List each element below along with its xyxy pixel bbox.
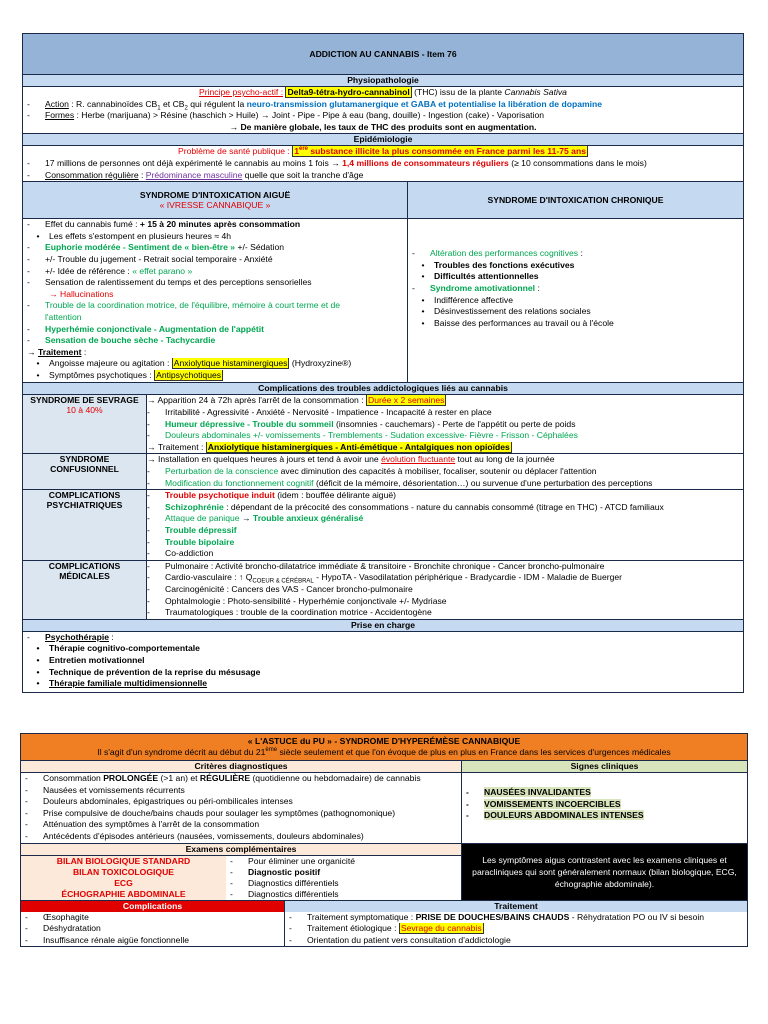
aigue-l14a: Symptômes psychotiques : — [49, 369, 155, 380]
epidemio-text-1a: 17 millions de personnes ont déjà expérimenté le cannabis au moins 1 fois → — [45, 157, 343, 168]
aigue-l4: +/- Trouble du jugement - Retrait social temporaire - Anxiété — [45, 253, 273, 264]
astuce-title: « L'ASTUCE du PU » - SYNDROME D'HYPERÉMÈSE CANNABIQUE — [247, 736, 521, 746]
exam-desc: Pour éliminer une organicité — [248, 855, 356, 866]
page-title: ADDICTION AU CANNABIS - Item 76 — [23, 34, 743, 75]
regular-users: 1,4 millions de consommateurs réguliers — [342, 157, 509, 168]
psy-label-1: COMPLICATIONS — [48, 490, 121, 501]
complications-heading: Complications des troubles addictologiques liés au cannabis — [23, 382, 743, 395]
compl-heading: Complications — [21, 901, 284, 912]
crit-l1b: PROLONGÉE — [103, 773, 159, 783]
epidemio-text-1b: (≥ 10 consommations dans le mois) — [508, 157, 647, 168]
exam-desc-cell: - Diagnostics différentiels — [230, 877, 339, 888]
sev-line-3: - Humeur dépressive - Trouble du sommeil (insomnies - cauchemars) - Perte de l'appétit ou perte de poids — [147, 418, 576, 429]
compl-body — [21, 912, 284, 947]
compl-label: Insuffisance rénale aigüe fonctionnelle — [43, 934, 190, 945]
crit-l4: Prise compulsive de douche/bains chauds pour soulager les symptômes (pathognomonique) — [43, 807, 396, 818]
astuce-sheet — [20, 733, 748, 947]
psy-l3b: → — [239, 513, 253, 524]
action-mechanism: neuro-transmission glutamanergique et GABA et potentialise la libération de dopamine — [246, 98, 603, 109]
astuce-header — [21, 734, 747, 761]
psycho-line: - Psychothérapie : — [27, 631, 114, 642]
aigue-line-5: - +/- Idée de référence : « effet parano » — [27, 265, 193, 276]
aigue-line-14: • Symptômes psychotiques : Antipsychotiques — [36, 369, 222, 380]
psy-l2b: : dépendant de la précocité des consommations - nature du cannabis consommé (titrage en THC) - ATCD familiaux — [223, 501, 664, 512]
sev-line-4: - Douleurs abdominales +/- vomissements - Tremblements - Sudation excessive- Fièvre - Frisson - Céphalées — [147, 430, 578, 441]
crit-line-1: - Consommation PROLONGÉE (>1 an) et RÉGULIÈRE (quotidienne ou hebdomadaire) de cannabis — [25, 773, 421, 783]
epidemio-section — [23, 146, 743, 181]
formes-text: : Herbe (marijuana) > Résine (haschich > Huile) → Joint - Pipe - Pipe à eau (bang, douille) - Ingestion (cake) - Vaporisation — [74, 110, 544, 121]
aigue-l2: Les effets s'estompent en plusieurs heures ≈ 4h — [49, 230, 232, 241]
exam-desc: Diagnostics différentiels — [248, 888, 339, 899]
exam-row — [21, 889, 461, 900]
sev-line-2: - Irritabilité - Agressivité - Anxiété - Nervosité - Impatience - Incapacité à rester en place — [147, 407, 492, 418]
epidemio-text-2b: quelle que soit la tranche d'âge — [242, 169, 364, 180]
signe-label: DOULEURS ABDOMINALES INTENSES — [484, 810, 644, 821]
aigue-l9: l'attention — [45, 311, 82, 322]
crit-line-5: - Atténuation des symptômes à l'arrêt de la consommation — [25, 819, 260, 830]
crit-l2: Nausées et vomissements récurrents — [43, 784, 185, 795]
chron-l7: Baisse des performances au travail ou à l'école — [434, 317, 614, 328]
trait-heading: Traitement — [285, 901, 747, 912]
aigue-l13-hl: Anxiolytique histaminergiques — [173, 358, 288, 369]
action-sub-1: 1 — [157, 105, 161, 111]
criteres-column — [21, 761, 462, 843]
prise-item-label: Thérapie familiale multidimensionnelle — [49, 678, 208, 689]
chron-l1: Altération des performances cognitives — [430, 248, 579, 259]
aigue-l1b: + 15 à 20 minutes après consommation — [139, 219, 301, 230]
exams-row — [21, 843, 747, 900]
prise-item-label: Thérapie cognitivo-comportementale — [49, 643, 200, 654]
compl-label: Œsophagite — [43, 911, 89, 922]
aigue-l11: Sensation de bouche sèche - Tachycardie — [45, 335, 216, 346]
chron-l2: Troubles des fonctions exécutives — [434, 259, 575, 270]
formes-label: Formes — [45, 110, 75, 121]
psy-label-2: PSYCHIATRIQUES — [46, 500, 123, 511]
sev-line-1 — [147, 395, 743, 407]
chron-line-5: • Indifférence affective — [421, 294, 513, 305]
chronique-heading — [408, 182, 743, 219]
complications-table — [23, 395, 743, 618]
psy-line-1: - Trouble psychotique induit (idem : bouffée délirante aiguë) — [147, 490, 396, 501]
exam-name: ÉCHOGRAPHIE ABDOMINALE — [21, 889, 226, 900]
psycho-colon: : — [109, 631, 114, 642]
crit-l1a: Consommation — [43, 773, 104, 783]
aigue-l5a: +/- Idée de référence : — [45, 265, 133, 276]
aigue-line-13: • Angoisse majeure ou agitation : Anxiolytique histaminergiques (Hydroxyzine®) — [36, 358, 352, 369]
aigue-l1a: Effet du cannabis fumé : — [45, 219, 140, 230]
chron-l4b: : — [535, 282, 540, 293]
conf-l1b: tout au long de la journée — [455, 454, 555, 465]
signe-label: VOMISSEMENTS INCOERCIBLES — [484, 798, 621, 809]
exam-desc-cell: - Diagnostic positif — [230, 866, 321, 877]
aigue-l13a: Angoisse majeure ou agitation : — [49, 358, 172, 369]
chron-l4: Syndrome amotivationnel — [430, 282, 536, 293]
psy-line-5: - Trouble bipolaire — [147, 536, 235, 547]
sevrage-row — [23, 395, 743, 453]
sevrage-content — [147, 395, 744, 453]
sev-line-5 — [147, 442, 743, 454]
chron-line-7: • Baisse des performances au travail ou à l'école — [421, 317, 614, 328]
epidemio-line-1: - 17 millions de personnes ont déjà expérimenté le cannabis au moins 1 fois → 1,4 millions de consommateurs réguliers (≥ 10 consommations dans le mois) — [27, 157, 647, 168]
chronique-body — [408, 219, 743, 329]
psy-l1-red: Trouble psychotique induit — [165, 490, 275, 501]
chronique-title: SYNDROME D'INTOXICATION CHRONIQUE — [487, 195, 664, 206]
psy-label-cell — [23, 490, 147, 561]
prise-section — [23, 632, 743, 692]
aigue-line-3: - Euphorie modérée - Sentiment de « bien-être » +/- Sédation — [27, 242, 285, 253]
aigue-line-10: - Hyperhémie conjonctivale - Augmentation de l'appétit — [27, 323, 264, 334]
probleme-line — [27, 146, 739, 158]
crit-line-6: - Antécédents d'épisodes antérieurs (nausées, vomissements, douleurs abdominales) — [25, 830, 364, 841]
sev-l4: Douleurs abdominales +/- vomissements - Tremblements - Sudation excessive- Fièvre - Frisson - Céphalées — [165, 430, 578, 441]
compl-item: - Insuffisance rénale aigüe fonctionnelle — [25, 934, 190, 945]
conf-label-2: CONFUSIONNEL — [50, 464, 119, 475]
prise-item: • Thérapie familiale multidimensionnelle — [36, 678, 208, 689]
aigue-line-9 — [27, 312, 403, 324]
epidemio-heading: Epidémiologie — [23, 133, 743, 146]
exams-column — [21, 844, 462, 900]
psy-line-6: - Co-addiction — [147, 548, 214, 559]
crit-l1e: (quotidienne ou hebdomadaire) de cannabis — [250, 773, 421, 783]
conf-line-3: - Modification du fonctionnement cognitif (déficit de la mémoire, désorientation…) ou survenue d'une perturbation des perceptions — [147, 477, 653, 488]
compl-trait-row — [21, 900, 747, 947]
med-content — [147, 560, 744, 618]
prise-item-label: Technique de prévention de la reprise du mésusage — [49, 666, 261, 677]
aigue-line-12: → Traitement : — [27, 346, 87, 357]
aigue-l3-green: Euphorie modérée - Sentiment de « bien-être » — [45, 242, 236, 253]
chron-line-6: • Désinvestissement des relations sociales — [421, 306, 591, 317]
trait-sevrage: Sevrage du cannabis — [400, 923, 482, 934]
signes-column — [462, 761, 747, 843]
signe-item: - VOMISSEMENTS INCOERCIBLES — [466, 798, 621, 809]
formes-line: - Formes : Herbe (marijuana) > Résine (haschich > Huile) → Joint - Pipe - Pipe à eau (bang, douille) - Ingestion (cake) - Vaporisation — [27, 110, 544, 121]
crit-l6: Antécédents d'épisodes antérieurs (nausées, vomissements, douleurs abdominales) — [43, 830, 364, 841]
action-text-1: : R. cannabinoïdes CB — [68, 98, 158, 109]
prise-item: • Thérapie cognitivo-comportementale — [36, 643, 200, 654]
psy-line-4: - Trouble dépressif — [147, 525, 237, 535]
sev-l3-green: Humeur dépressive - Trouble du sommeil — [165, 418, 334, 429]
compl-column — [21, 901, 285, 947]
med-line-1: - Pulmonaire : Activité broncho-dilatatrice immédiate & transitoire - Bronchite chronique - Cancer broncho-pulmonaire — [147, 560, 605, 571]
epidemio-line-2: - Consommation régulière : Prédominance masculine quelle que soit la tranche d'âge — [27, 169, 364, 180]
epidemio-text-2a: : — [138, 169, 146, 180]
physio-heading: Physiopathologie — [23, 75, 743, 87]
trait-line-2: - Traitement étiologique : Sevrage du cannabis — [289, 923, 482, 934]
conf-label-1: SYNDROME — [59, 454, 110, 465]
sev-l1a: → Apparition 24 à 72h après l'arrêt de la consommation : — [147, 395, 366, 406]
medicales-row — [23, 560, 743, 618]
prise-item: • Technique de prévention de la reprise du mésusage — [36, 666, 261, 677]
principe-value: Delta9-tétra-hydro-cannabinol — [287, 87, 410, 97]
conf-l1a: → Installation en quelques heures à jours et tend à avoir une — [147, 454, 382, 465]
aigue-l8: Trouble de la coordination motrice, de l'équilibre, mémoire à court terme et de — [45, 300, 341, 311]
chron-line-3: • Difficultés attentionnelles — [421, 271, 539, 282]
confusionnel-row — [23, 454, 743, 490]
sev-l5a: → Traitement : — [147, 441, 206, 452]
aigue-line-1: - Effet du cannabis fumé : + 15 à 20 minutes après consommation — [27, 219, 301, 230]
astuce-sub-b: siècle seulement et que l'on évoque de plus en plus en France dans les services d'urgences médicales — [277, 747, 671, 757]
med-line-5: - Traumatologiques : trouble de la coordination motrice - Accidentogène — [147, 607, 432, 618]
psy-l3-green2: Trouble anxieux généralisé — [252, 513, 364, 524]
chron-line-2: • Troubles des fonctions exécutives — [421, 259, 575, 270]
aigue-hallucinations: → Hallucinations — [49, 288, 114, 299]
chron-l6: Désinvestissement des relations sociales — [434, 306, 591, 317]
crit-line-3: - Douleurs abdominales, épigastriques ou péri-ombilicales intenses — [25, 796, 293, 807]
med-l1: Pulmonaire : Activité broncho-dilatatrice immédiate & transitoire - Bronchite chronique - Cancer broncho-pulmonaire — [165, 560, 605, 571]
psychiatriques-row — [23, 490, 743, 561]
probleme-value — [292, 146, 588, 157]
med-label-1: COMPLICATIONS — [48, 560, 121, 571]
signes-heading: Signes cliniques — [462, 761, 747, 773]
action-label: Action — [45, 98, 69, 109]
conf-fluctuante: évolution fluctuante — [381, 454, 456, 465]
exam-desc: Diagnostic positif — [248, 866, 321, 877]
aigue-line-2: • Les effets s'estompent en plusieurs heures ≈ 4h — [36, 230, 232, 241]
med-l5: Traumatologiques : trouble de la coordination motrice - Accidentogène — [165, 607, 432, 618]
exam-desc: Diagnostics différentiels — [248, 877, 339, 888]
prise-item: • Entretien motivationnel — [36, 654, 145, 665]
trait-line-3: - Orientation du patient vers consultation d'addictologie — [289, 934, 511, 945]
principe-rest: (THC) issu de la plante — [411, 87, 505, 97]
med-label-cell — [23, 560, 147, 618]
med-l2a: Cardio-vasculaire : ↑ Q — [165, 572, 253, 583]
sev-duree: Durée x 2 semaines — [368, 395, 445, 406]
signe-label: NAUSÉES INVALIDANTES — [484, 787, 591, 797]
intoxication-columns — [23, 181, 743, 382]
probleme-value-1: 1 — [294, 146, 299, 157]
consommation-label: Consommation régulière — [45, 169, 139, 180]
psy-l3-green: Attaque de panique — [165, 513, 240, 524]
psy-l2-green: Schizophrénie — [165, 501, 224, 512]
chron-l3: Difficultés attentionnelles — [434, 271, 539, 282]
exam-name: BILAN BIOLOGIQUE STANDARD — [21, 856, 226, 867]
astuce-sub-a: Il s'agit d'un syndrome décrit au début du 21 — [97, 747, 266, 757]
chron-line-1: - Altération des performances cognitives : — [412, 248, 583, 259]
aigue-traitement: Traitement — [37, 346, 82, 357]
med-line-4: - Ophtalmologie : Photo-sensibilité - Hyperhémie conjonctivale +/- Mydriase — [147, 595, 447, 606]
principe-line — [27, 87, 739, 99]
aigue-heading — [23, 182, 407, 219]
exam-desc-cell: - Pour éliminer une organicité — [230, 855, 356, 866]
aigue-l13b: (Hydroxyzine®) — [289, 358, 352, 369]
exam-desc-cell: - Diagnostics différentiels — [230, 888, 339, 899]
probleme-sup: ère — [298, 146, 308, 153]
crit-l1c: (>1 an) et — [158, 773, 200, 783]
med-l3: Carcinogénicité : Cancers des VAS - Cancer broncho-pulmonaire — [165, 583, 413, 594]
black-note: Les symptômes aigus contrastent avec les examens cliniques et paracliniques qui sont généralement normaux (bilan biologique, ECG, échographie abdominale). — [462, 844, 747, 900]
psy-l6: Co-addiction — [165, 548, 214, 559]
criteres-signes-row — [21, 761, 747, 843]
psy-line-3: - Attaque de panique → Trouble anxieux généralisé — [147, 513, 364, 524]
aigue-body — [23, 219, 407, 382]
conf-l3b: (déficit de la mémoire, désorientation…) ou survenue d'une perturbation des perceptions — [313, 477, 653, 488]
conf-label-cell — [23, 454, 147, 490]
med-l4: Ophtalmologie : Photo-sensibilité - Hyperhémie conjonctivale +/- Mydriase — [165, 595, 447, 606]
exam-row — [21, 856, 461, 867]
aigue-l6: Sensation de ralentissement du temps et des perceptions sensorielles — [45, 277, 312, 288]
astuce-subtitle — [21, 747, 747, 758]
aigue-line-11: - Sensation de bouche sèche - Tachycardie — [27, 335, 216, 346]
action-text-3: qui régulent la — [187, 98, 247, 109]
compl-label: Déshydratation — [43, 923, 101, 934]
action-text-2: et CB — [160, 98, 185, 109]
exam-row — [21, 867, 461, 878]
chron-l1b: : — [578, 248, 583, 259]
cannabis-sheet — [22, 33, 744, 693]
psy-line-2: - Schizophrénie : dépendant de la précocité des consommations - nature du cannabis consommé (titrage en THC) - ATCD familiaux — [147, 501, 664, 512]
aigue-line-7 — [27, 289, 403, 301]
action-line: - Action : R. cannabinoïdes $CB_1$ et $CB_2$ qui régulent la neuro-transmission glutamanergique et GABA et potentialise la libération de dopamine — [27, 98, 603, 111]
med-l2b: - HypoTA - Vasodilatation périphérique - Bradycardie - IDM - Maladie de Buerger — [313, 572, 623, 583]
exams-heading: Examens complémentaires — [21, 844, 461, 856]
aigue-l3b: +/- Sédation — [235, 242, 285, 253]
psy-l1b: (idem : bouffée délirante aiguë) — [274, 490, 396, 501]
sevrage-label: SYNDROME DE SEVRAGE — [30, 395, 139, 406]
trait-column — [285, 901, 747, 947]
compl-item: - Déshydratation — [25, 923, 101, 934]
signe-item: - DOULEURS ABDOMINALES INTENSES — [466, 810, 644, 821]
sev-l2: Irritabilité - Agressivité - Anxiété - Nervosité - Impatience - Incapacité à rester en place — [165, 407, 492, 418]
chron-l5: Indifférence affective — [434, 294, 513, 305]
signes-body — [462, 773, 747, 822]
sevrage-pct: 10 à 40% — [66, 405, 103, 416]
trait-body — [285, 912, 747, 947]
trait-l1a: Traitement symptomatique : — [307, 911, 416, 922]
conf-l3-green: Modification du fonctionnement cognitif — [165, 477, 314, 488]
exam-name: ECG — [21, 878, 226, 889]
trait-l2a: Traitement étiologique : — [307, 923, 399, 934]
conf-line-1 — [147, 454, 743, 466]
predominance: Prédominance masculine — [145, 169, 243, 180]
sevrage-label-cell — [23, 395, 147, 453]
criteres-body — [21, 773, 461, 843]
psycho-label: Psychothérapie — [45, 631, 109, 642]
med-label-2: MÉDICALES — [59, 570, 110, 581]
astuce-sub-sup: ème — [265, 747, 278, 754]
prise-heading: Prise en charge — [23, 619, 743, 632]
trait-l1c: - Réhydratation PO ou IV si besoin — [569, 911, 705, 922]
psy-l5: Trouble bipolaire — [165, 536, 235, 547]
action-sub-2: 2 — [184, 105, 188, 111]
conf-content — [147, 454, 744, 490]
aigue-column — [23, 182, 408, 382]
conf-l2b: avec diminution des capacités à mobiliser, focaliser, soutenir ou déplacer l'attention — [278, 466, 597, 477]
aigue-line-8: - Trouble de la coordination motrice, de l'équilibre, mémoire à court terme et de — [27, 300, 341, 311]
aigue-title: SYNDROME D'INTOXICATION AIGUË — [139, 190, 291, 201]
conf-line-2: - Perturbation de la conscience avec diminution des capacités à mobiliser, focaliser, soutenir ou déplacer l'attention — [147, 466, 597, 477]
aigue-line-6: - Sensation de ralentissement du temps et des perceptions sensorielles — [27, 277, 312, 288]
aigue-l14-hl: Antipsychotiques — [156, 369, 222, 380]
aigue-subtitle: « IVRESSE CANNABIQUE » — [159, 200, 271, 211]
conf-l2-green: Perturbation de la conscience — [165, 466, 279, 477]
psy-l4: Trouble dépressif — [165, 525, 237, 535]
compl-item: - Œsophagite — [25, 911, 89, 922]
med-line-2: - Cardio-vasculaire : ↑ $Q_{COEUR \& CÉRÉBRAL}$ - HypoTA - Vasodilatation périphérique - Bradycardie - IDM - Maladie de Buerger — [147, 572, 623, 584]
exam-row — [21, 878, 461, 889]
probleme-label: Problème de santé publique : — [178, 146, 290, 157]
sev-traitement: Anxiolytique histaminergiques - Anti-émétique - Antalgiques non opioïdes — [207, 441, 510, 452]
crit-l3: Douleurs abdominales, épigastriques ou péri-ombilicales intenses — [43, 796, 293, 807]
chronique-column — [408, 182, 743, 382]
trait-l1b: PRISE DE DOUCHES/BAINS CHAUDS — [415, 911, 570, 922]
aigue-l5-green: « effet parano » — [132, 265, 193, 276]
criteres-heading: Critères diagnostiques — [21, 761, 461, 773]
med-l2-sub: COEUR & CÉRÉBRAL — [252, 579, 314, 584]
prise-item-label: Entretien motivationnel — [49, 654, 145, 665]
exam-name: BILAN TOXICOLOGIQUE — [21, 867, 226, 878]
principe-label: Principe psycho-actif : — [199, 87, 284, 97]
signe-item: - NAUSÉES INVALIDANTES — [466, 787, 591, 797]
trait-l3: Orientation du patient vers consultation d'addictologie — [307, 934, 511, 945]
crit-l1d: RÉGULIÈRE — [199, 773, 251, 783]
principe-plant: Cannabis Sativa — [504, 87, 567, 97]
med-line-3: - Carcinogénicité : Cancers des VAS - Cancer broncho-pulmonaire — [147, 583, 413, 594]
chron-line-4: - Syndrome amotivationnel : — [412, 282, 540, 293]
sev-l3b: (insomnies - cauchemars) - Perte de l'appétit ou perte de poids — [333, 418, 576, 429]
psy-content — [147, 490, 744, 561]
crit-line-2: - Nausées et vomissements récurrents — [25, 784, 185, 795]
physio-section — [23, 87, 743, 133]
global-line: → De manière globale, les taux de THC des produits sont en augmentation. — [229, 121, 537, 132]
crit-l5: Atténuation des symptômes à l'arrêt de la consommation — [43, 819, 260, 830]
probleme-value-2: substance illicite la plus consommée en France parmi les 11-75 ans — [308, 146, 586, 157]
aigue-l10: Hyperhémie conjonctivale - Augmentation de l'appétit — [45, 323, 264, 334]
crit-line-4: - Prise compulsive de douche/bains chauds pour soulager les symptômes (pathognomonique) — [25, 807, 396, 818]
trait-line-1: - Traitement symptomatique : PRISE DE DOUCHES/BAINS CHAUDS - Réhydratation PO ou IV si besoin — [289, 911, 705, 922]
aigue-line-4: - +/- Trouble du jugement - Retrait social temporaire - Anxiété — [27, 253, 273, 264]
